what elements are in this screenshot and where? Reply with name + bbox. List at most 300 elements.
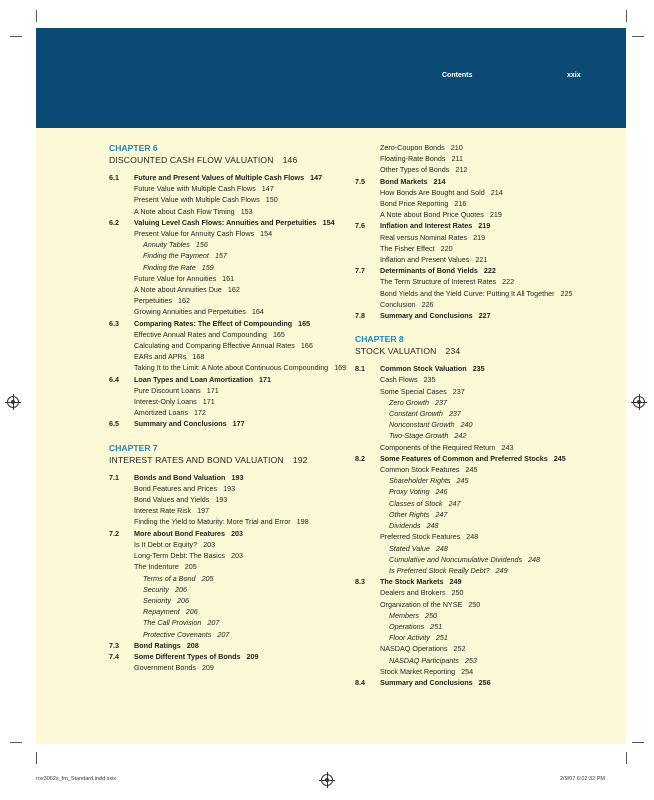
entry-title: Valuing Level Cash Flows: Annuities and Perpetuities: [134, 217, 317, 227]
toc-subsubsection-entry[interactable]: [355, 498, 585, 509]
toc-subsection-entry[interactable]: [109, 273, 347, 284]
toc-subsubsection-entry[interactable]: [355, 632, 585, 643]
entry-page-number: 216: [454, 199, 467, 209]
entry-text-block: [380, 643, 585, 654]
toc-subsubsection-entry[interactable]: [355, 430, 585, 441]
entry-page-number: 251: [435, 633, 448, 643]
toc-section-entry[interactable]: [109, 472, 347, 483]
section-number: 7.3: [109, 640, 119, 650]
entry-title: Real versus Nominal Rates: [380, 232, 468, 242]
entry-page-number: 211: [451, 154, 463, 164]
entry-title: A Note about Bond Price Quotes: [380, 210, 484, 220]
header-band: [36, 28, 626, 128]
entry-page-number: 208: [186, 640, 199, 650]
registration-mark-icon: [633, 396, 645, 408]
entry-title: Finding the Rate: [143, 262, 196, 272]
toc-subsubsection-entry[interactable]: [109, 617, 347, 628]
entry-page-number: 154: [260, 229, 273, 239]
entry-title: Some Different Types of Bonds: [134, 651, 241, 661]
entry-title: Common Stock Valuation: [380, 364, 467, 374]
entry-title: Bond Features and Prices: [134, 483, 218, 493]
toc-section-entry[interactable]: [355, 677, 585, 688]
toc-subsubsection-entry[interactable]: [109, 595, 347, 606]
chapter-title-text: INTEREST RATES AND BOND VALUATION: [109, 454, 284, 465]
toc-subsubsection-entry[interactable]: [109, 584, 347, 595]
toc-subsection-entry[interactable]: [109, 662, 347, 673]
entry-page-number: 206: [174, 584, 187, 594]
toc-subsubsection-entry[interactable]: [109, 239, 347, 250]
entry-page-number: 161: [222, 273, 235, 283]
entry-title: A Note about Annuities Due: [134, 285, 222, 295]
entry-page-number: 177: [232, 419, 245, 429]
entry-text-block: [134, 561, 347, 572]
entry-page-number: 207: [217, 629, 230, 639]
toc-subsection-entry[interactable]: [355, 187, 585, 198]
toc-subsection-entry[interactable]: [109, 561, 347, 572]
entry-page-number: 246: [435, 487, 448, 497]
chapter-title: [109, 154, 347, 166]
entry-text-block: [134, 396, 347, 407]
entry-text-block: [389, 498, 585, 509]
toc-subsubsection-entry[interactable]: [355, 520, 585, 531]
entry-page-number: 247: [448, 498, 461, 508]
entry-text-block: [380, 587, 585, 598]
entry-title: Inflation and Present Values: [380, 255, 470, 265]
entry-title: Other Rights: [389, 509, 430, 519]
entry-title: Future Value for Annuities: [134, 273, 217, 283]
entry-page-number: 253: [464, 655, 477, 665]
entry-text-block: [134, 362, 347, 373]
toc-subsection-entry[interactable]: [109, 550, 347, 561]
footer-file-name: ros3062x_fm_Standard.indd xxix: [36, 776, 117, 782]
toc-subsection-entry[interactable]: [355, 599, 585, 610]
running-head-section: Contents: [442, 72, 473, 79]
entry-page-number: 251: [430, 621, 443, 631]
toc-subsection-entry[interactable]: [109, 505, 347, 516]
crop-mark: [10, 742, 22, 743]
crop-mark: [36, 10, 37, 22]
entry-page-number: 168: [192, 352, 205, 362]
toc-subsubsection-entry[interactable]: [355, 509, 585, 520]
entry-page-number: 240: [460, 420, 473, 430]
entry-text-block: [134, 640, 347, 651]
toc-section-entry[interactable]: [109, 640, 347, 651]
entry-title: Operations: [389, 621, 425, 631]
entry-page-number: 164: [251, 307, 264, 317]
entry-text-block: [134, 172, 347, 183]
crop-mark: [10, 36, 22, 37]
toc-section-entry[interactable]: [109, 217, 347, 228]
chapter-title-text: STOCK VALUATION: [355, 346, 437, 357]
entry-page-number: 242: [454, 431, 467, 441]
entry-title: Nonconstant Growth: [389, 420, 455, 430]
entry-page-number: 197: [197, 506, 210, 516]
toc-section-entry[interactable]: [355, 176, 585, 187]
entry-title: Bonds and Bond Valuation: [134, 472, 226, 482]
toc-section-entry[interactable]: [355, 363, 585, 374]
entry-text-block: [134, 183, 347, 194]
entry-page-number: 193: [223, 483, 236, 493]
entry-page-number: 254: [461, 666, 474, 676]
toc-column-right: [355, 142, 585, 688]
toc-subsection-entry[interactable]: [355, 386, 585, 397]
toc-subsubsection-entry[interactable]: [355, 419, 585, 430]
entry-page-number: 250: [424, 610, 437, 620]
toc-subsection-entry[interactable]: [109, 295, 347, 306]
section-number: 7.6: [355, 221, 365, 231]
toc-subsection-entry[interactable]: [109, 539, 347, 550]
toc-subsubsection-entry[interactable]: [355, 655, 585, 666]
toc-section-entry[interactable]: [355, 265, 585, 276]
toc-subsection-entry[interactable]: [109, 228, 347, 239]
toc-subsection-entry[interactable]: [355, 531, 585, 542]
entry-page-number: 205: [201, 573, 214, 583]
toc-subsubsection-entry[interactable]: [355, 486, 585, 497]
toc-section-entry[interactable]: [355, 453, 585, 464]
crop-mark: [626, 752, 627, 764]
section-number: 6.1: [109, 173, 119, 182]
entry-page-number: 243: [501, 442, 514, 452]
entry-page-number: 209: [201, 663, 214, 673]
section-number: 8.3: [355, 577, 365, 587]
crop-mark: [632, 742, 644, 743]
toc-section-entry[interactable]: [109, 374, 347, 385]
entry-page-number: 212: [455, 165, 468, 175]
entry-text-block: [380, 576, 585, 587]
entry-title: Future Value with Multiple Cash Flows: [134, 184, 256, 194]
entry-title: Effective Annual Rates and Compounding: [134, 329, 267, 339]
entry-page-number: 206: [176, 595, 189, 605]
entry-text-block: [380, 363, 585, 374]
toc-subsection-entry[interactable]: [355, 374, 585, 385]
entry-title: Protective Covenants: [143, 629, 212, 639]
toc-subsection-entry[interactable]: [355, 464, 585, 475]
entry-text-block: [143, 606, 347, 617]
entry-text-block: [380, 310, 585, 321]
entry-title: Is Preferred Stock Really Debt?: [389, 565, 490, 575]
entry-title: EARs and APRs: [134, 352, 187, 362]
footer-timestamp: 2/9/07 6:02:32 PM: [560, 776, 605, 782]
toc-subsection-entry[interactable]: [109, 183, 347, 194]
entry-title: Organization of the NYSE: [380, 599, 463, 609]
entry-title: Floating-Rate Bonds: [380, 154, 446, 164]
entry-text-block: [134, 385, 347, 396]
entry-text-block: [143, 617, 347, 628]
entry-page-number: 227: [478, 311, 491, 321]
chapter-label: CHAPTER 6: [109, 143, 158, 153]
entry-text-block: [389, 520, 585, 531]
toc-subsubsection-entry[interactable]: [355, 475, 585, 486]
entry-text-block: [380, 220, 585, 231]
entry-page-number: 147: [261, 184, 274, 194]
toc-subsection-entry[interactable]: [355, 198, 585, 209]
entry-title: Amortized Loans: [134, 408, 188, 418]
entry-title: Present Value for Annuity Cash Flows: [134, 229, 255, 239]
toc-subsection-entry[interactable]: [355, 254, 585, 265]
entry-page-number: 248: [528, 554, 541, 564]
entry-title: Finding the Payment: [143, 251, 209, 261]
entry-text-block: [389, 397, 585, 408]
spacer: [355, 321, 585, 333]
toc-section-entry[interactable]: [355, 310, 585, 321]
toc-subsubsection-entry[interactable]: [355, 543, 585, 554]
entry-title: Classes of Stock: [389, 498, 443, 508]
entry-text-block: [389, 475, 585, 486]
entry-page-number: 245: [553, 453, 566, 463]
toc-subsection-entry[interactable]: [109, 362, 347, 373]
toc-subsubsection-entry[interactable]: [109, 262, 347, 273]
chapter-page-number: 234: [445, 346, 461, 357]
entry-title: Perpetuities: [134, 296, 172, 306]
entry-text-block: [389, 419, 585, 430]
toc-subsection-entry[interactable]: [355, 164, 585, 175]
entry-text-block: [134, 228, 347, 239]
toc-subsubsection-entry[interactable]: [355, 621, 585, 632]
toc-subsection-entry[interactable]: [355, 299, 585, 310]
entry-text-block: [134, 539, 347, 550]
toc-subsection-entry[interactable]: [355, 643, 585, 654]
entry-page-number: 206: [185, 607, 198, 617]
entry-text-block: [143, 262, 347, 273]
entry-text-block: [380, 531, 585, 542]
toc-subsubsection-entry[interactable]: [109, 250, 347, 261]
entry-title: Bond Ratings: [134, 640, 181, 650]
entry-page-number: 171: [259, 374, 271, 384]
entry-title: Calculating and Comparing Effective Annual Rates: [134, 341, 295, 351]
entry-page-number: 162: [227, 285, 240, 295]
entry-title: Growing Annuities and Perpetuities: [134, 307, 246, 317]
entry-text-block: [134, 284, 347, 295]
entry-title: Components of the Required Return: [380, 442, 496, 452]
entry-text-block: [134, 351, 347, 362]
entry-page-number: 252: [453, 644, 466, 654]
toc-subsubsection-entry[interactable]: [355, 610, 585, 621]
section-number: 7.5: [355, 176, 365, 186]
toc-subsection-entry[interactable]: [109, 194, 347, 205]
toc-section-entry[interactable]: [109, 172, 347, 183]
entry-text-block: [143, 629, 347, 640]
toc-subsection-entry[interactable]: [109, 396, 347, 407]
entry-title: Two-Stage Growth: [389, 431, 449, 441]
entry-text-block: [134, 407, 347, 418]
chapter-page-number: 146: [282, 155, 298, 165]
toc-section-entry[interactable]: [109, 418, 347, 429]
entry-text-block: [134, 418, 347, 429]
entry-title: Floor Activity: [389, 633, 430, 643]
toc-subsection-entry[interactable]: [109, 206, 347, 217]
entry-title: Bond Price Reporting: [380, 199, 449, 209]
entry-text-block: [134, 505, 347, 516]
entry-text-block: [134, 306, 347, 317]
entry-text-block: [389, 430, 585, 441]
toc-section-entry[interactable]: [355, 220, 585, 231]
entry-title: Finding the Yield to Maturity: More Trial and Error: [134, 517, 291, 527]
chapter-label: CHAPTER 8: [355, 334, 404, 345]
entry-title: Constant Growth: [389, 409, 443, 419]
entry-text-block: [143, 595, 347, 606]
toc-subsection-entry[interactable]: [355, 666, 585, 677]
toc-subsection-entry[interactable]: [109, 329, 347, 340]
entry-text-block: [134, 273, 347, 284]
entry-page-number: 205: [184, 562, 197, 572]
entry-text-block: [380, 299, 585, 310]
entry-title: Annuity Tables: [143, 240, 190, 250]
entry-page-number: 159: [201, 262, 214, 272]
entry-page-number: 250: [451, 588, 464, 598]
toc-subsection-entry[interactable]: [355, 442, 585, 453]
entry-text-block: [389, 486, 585, 497]
toc-subsection-entry[interactable]: [109, 306, 347, 317]
entry-page-number: 165: [298, 318, 311, 328]
toc-subsection-entry[interactable]: [355, 276, 585, 287]
chapter-label: CHAPTER 7: [109, 442, 158, 453]
entry-title: Proxy Voting: [389, 487, 430, 497]
entry-title: Pure Discount Loans: [134, 385, 201, 395]
toc-subsubsection-entry[interactable]: [355, 397, 585, 408]
entry-title: Bond Yields and the Yield Curve: Putting It All Together: [380, 288, 555, 298]
entry-text-block: [380, 442, 585, 453]
entry-text-block: [134, 340, 347, 351]
entry-title: Present Value with Multiple Cash Flows: [134, 195, 260, 205]
toc-section-entry[interactable]: [109, 528, 347, 539]
entry-page-number: 214: [433, 176, 446, 186]
entry-title: Taking It to the Limit: A Note about Continuous Compounding: [134, 363, 329, 373]
toc-subsection-entry[interactable]: [355, 153, 585, 164]
entry-page-number: 193: [215, 495, 228, 505]
entry-title: Zero-Coupon Bonds: [380, 143, 445, 152]
entry-page-number: 171: [206, 385, 219, 395]
chapter-title-text: DISCOUNTED CASH FLOW VALUATION: [109, 155, 274, 165]
toc-subsubsection-entry[interactable]: [109, 573, 347, 584]
entry-title: The Stock Markets: [380, 577, 444, 587]
crop-mark: [626, 10, 627, 22]
entry-title: Cumulative and Noncumulative Dividends: [389, 554, 523, 564]
toc-subsubsection-entry[interactable]: [355, 554, 585, 565]
toc-subsubsection-entry[interactable]: [109, 629, 347, 640]
toc-subsection-entry[interactable]: [355, 209, 585, 220]
entry-title: Repayment: [143, 607, 180, 617]
running-head-page-number: xxix: [567, 72, 581, 79]
entry-text-block: [134, 494, 347, 505]
toc-subsection-entry[interactable]: [109, 351, 347, 362]
entry-text-block: [134, 329, 347, 340]
entry-page-number: 156: [195, 240, 208, 250]
entry-text-block: [134, 472, 347, 483]
entry-page-number: 237: [434, 397, 447, 407]
entry-text-block: [143, 239, 347, 250]
entry-title: Interest-Only Loans: [134, 397, 197, 407]
toc-subsubsection-entry[interactable]: [355, 408, 585, 419]
entry-page-number: 157: [214, 251, 227, 261]
entry-text-block: [380, 464, 585, 475]
section-number: 6.4: [109, 374, 119, 384]
entry-page-number: 153: [240, 206, 253, 216]
entry-title: Bond Values and Yields: [134, 495, 210, 505]
toc-subsection-entry[interactable]: [355, 288, 585, 299]
section-number: 6.2: [109, 217, 119, 227]
entry-text-block: [380, 198, 585, 209]
entry-title: Summary and Conclusions: [134, 419, 227, 429]
entry-text-block: [389, 655, 585, 666]
entry-page-number: 214: [490, 187, 503, 197]
entry-page-number: 219: [489, 210, 502, 220]
toc-subsubsection-entry[interactable]: [109, 606, 347, 617]
entry-text-block: [380, 599, 585, 610]
entry-page-number: 256: [478, 677, 491, 687]
entry-text-block: [380, 176, 585, 187]
entry-page-number: 225: [560, 288, 573, 298]
entry-page-number: 249: [449, 577, 462, 587]
toc-subsection-entry[interactable]: [109, 340, 347, 351]
entry-title: Cash Flows: [380, 375, 418, 385]
toc-subsection-entry[interactable]: [109, 483, 347, 494]
chapter-title: [109, 454, 347, 466]
entry-title: The Call Provision: [143, 618, 202, 628]
toc-section-entry[interactable]: [355, 576, 585, 587]
toc-column-left: [109, 142, 347, 673]
entry-text-block: [389, 554, 585, 565]
entry-text-block: [380, 142, 585, 153]
entry-title: Members: [389, 610, 419, 620]
entry-title: A Note about Cash Flow Timing: [134, 206, 235, 216]
entry-page-number: 248: [466, 532, 479, 542]
toc-subsection-entry[interactable]: [109, 284, 347, 295]
entry-text-block: [380, 164, 585, 175]
toc-subsection-entry[interactable]: [109, 407, 347, 418]
toc-subsubsection-entry[interactable]: [355, 565, 585, 576]
toc-subsection-entry[interactable]: [355, 142, 585, 153]
entry-page-number: 147: [310, 173, 323, 182]
toc-subsection-entry[interactable]: [355, 243, 585, 254]
toc-section-entry[interactable]: [109, 651, 347, 662]
toc-subsection-entry[interactable]: [109, 385, 347, 396]
toc-section-entry[interactable]: [109, 318, 347, 329]
entry-text-block: [389, 565, 585, 576]
entry-title: Determinants of Bond Yields: [380, 266, 478, 276]
entry-title: Some Features of Common and Preferred Stocks: [380, 453, 548, 463]
entry-text-block: [143, 584, 347, 595]
entry-title: Security: [143, 584, 169, 594]
entry-text-block: [143, 250, 347, 261]
entry-text-block: [389, 509, 585, 520]
toc-subsection-entry[interactable]: [355, 587, 585, 598]
entry-text-block: [389, 543, 585, 554]
section-number: 6.3: [109, 318, 119, 328]
section-number: 7.1: [109, 472, 119, 482]
entry-title: More about Bond Features: [134, 528, 226, 538]
entry-text-block: [380, 453, 585, 464]
crop-mark: [632, 36, 644, 37]
entry-title: Seniority: [143, 595, 171, 605]
entry-title: Preferred Stock Features: [380, 532, 461, 542]
registration-mark-icon: [7, 396, 19, 408]
entry-text-block: [389, 632, 585, 643]
toc-subsection-entry[interactable]: [355, 232, 585, 243]
entry-page-number: 219: [478, 221, 491, 231]
entry-title: The Term Structure of Interest Rates: [380, 277, 497, 287]
section-number: 7.7: [355, 266, 365, 276]
entry-text-block: [134, 217, 347, 228]
toc-subsection-entry[interactable]: [109, 494, 347, 505]
entry-page-number: 222: [502, 277, 515, 287]
entry-page-number: 203: [203, 539, 216, 549]
entry-text-block: [380, 666, 585, 677]
toc-subsection-entry[interactable]: [109, 516, 347, 527]
entry-title: Government Bonds: [134, 663, 196, 673]
entry-title: Future and Present Values of Multiple Cash Flows: [134, 173, 305, 182]
entry-page-number: 250: [468, 599, 481, 609]
entry-text-block: [134, 483, 347, 494]
